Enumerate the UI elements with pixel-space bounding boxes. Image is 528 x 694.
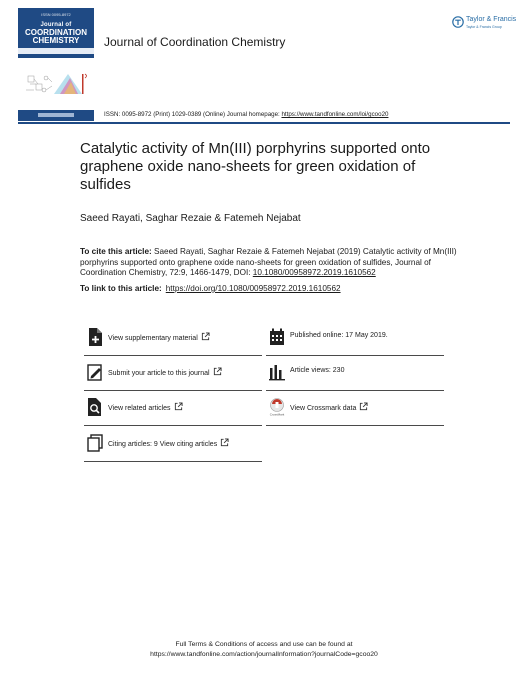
issn-bar-inner: [38, 113, 74, 117]
publisher-name: Taylor & Francis: [466, 16, 517, 23]
article-doi-url-link[interactable]: https://doi.org/10.1080/00958972.2019.1610562: [165, 284, 341, 293]
taylor-francis-logo[interactable]: [452, 16, 516, 36]
link-label: To link to this article:: [80, 284, 162, 293]
copy-documents-icon: [87, 434, 103, 452]
related-articles-cell[interactable]: [84, 392, 262, 426]
citing-articles-cell[interactable]: [84, 428, 262, 462]
article-views-count: Article views: 230: [290, 367, 345, 374]
issn-text: ISSN: 0095-8972 (Print) 1029-0389 (Online) Journal homepage:: [104, 111, 282, 118]
external-link-icon: [213, 367, 222, 376]
article-views-cell: [266, 357, 444, 391]
taylor-francis-emblem-icon: [452, 16, 464, 28]
journal-homepage-link[interactable]: https://www.tandfonline.com/loi/gcoo20: [281, 111, 389, 118]
cover-line1: Journal of: [40, 22, 72, 28]
published-online-date: Published online: 17 May 2019.: [290, 332, 388, 339]
supplementary-link[interactable]: View supplementary material: [108, 332, 210, 342]
external-link-icon: [220, 438, 229, 447]
submit-article-cell[interactable]: [84, 357, 262, 391]
footer-terms-text: Full Terms & Conditions of access and use can be found at: [175, 641, 353, 648]
cover-stripe: [18, 48, 94, 54]
calendar-icon: [269, 328, 285, 346]
article-title: Catalytic activity of Mn(III) porphyrins supported onto graphene oxide nano-sheets for green oxidation of sulfides: [80, 140, 431, 193]
supplementary-material-cell[interactable]: [84, 322, 262, 356]
crossmark-icon: [269, 398, 285, 416]
submit-article-link[interactable]: Submit your article to this journal: [108, 367, 222, 377]
footer-terms-link[interactable]: https://www.tandfonline.com/action/journalInformation?journalCode=gcoo20: [150, 651, 378, 658]
document-add-icon: [87, 328, 103, 346]
publisher-tagline: Taylor & Francis Group: [466, 25, 502, 29]
citing-articles-link[interactable]: Citing articles: 9 View citing articles: [108, 438, 229, 448]
citation-block: [80, 247, 460, 279]
journal-name[interactable]: Journal of Coordination Chemistry: [104, 35, 286, 49]
related-articles-link[interactable]: View related articles: [108, 402, 183, 412]
cite-label: To cite this article:: [80, 247, 152, 256]
external-link-icon: [174, 402, 183, 411]
cite-text: Saeed Rayati, Saghar Rezaie & Fatemeh Nejabat (2019) Catalytic activity of Mn(III) porphyrins supported onto graphene oxide nano-sheets for green oxidation of sulfides, Journal of Coordination Chemistry, 72:9, 1466-1479, DOI:: [80, 247, 457, 277]
graphical-abstract-thumbnail: [24, 70, 94, 100]
doi-link[interactable]: 10.1080/00958972.2019.1610562: [252, 268, 376, 277]
document-search-icon: [87, 398, 103, 416]
journal-cover-thumbnail: [18, 8, 94, 58]
issn-bar-badge: [18, 110, 94, 121]
article-authors: Saeed Rayati, Saghar Rezaie & Fatemeh Nejabat: [80, 213, 301, 224]
cover-line2: COORDINATION: [24, 28, 88, 37]
article-link-line: [80, 284, 341, 293]
external-link-icon: [359, 402, 368, 411]
cover-issn: ISSN 0095-8972: [41, 12, 71, 17]
crossmark-badge-text: CrossMark: [269, 412, 285, 416]
edit-document-icon: [87, 363, 103, 381]
external-link-icon: [201, 332, 210, 341]
issn-line: [104, 111, 388, 118]
crossmark-cell[interactable]: [266, 392, 444, 426]
footer: [0, 640, 528, 660]
bar-chart-icon: [269, 363, 285, 381]
published-online-cell: [266, 322, 444, 356]
cover-line3: CHEMISTRY: [32, 36, 80, 45]
header-rule: [18, 122, 510, 124]
crossmark-link[interactable]: View Crossmark data: [290, 402, 368, 412]
